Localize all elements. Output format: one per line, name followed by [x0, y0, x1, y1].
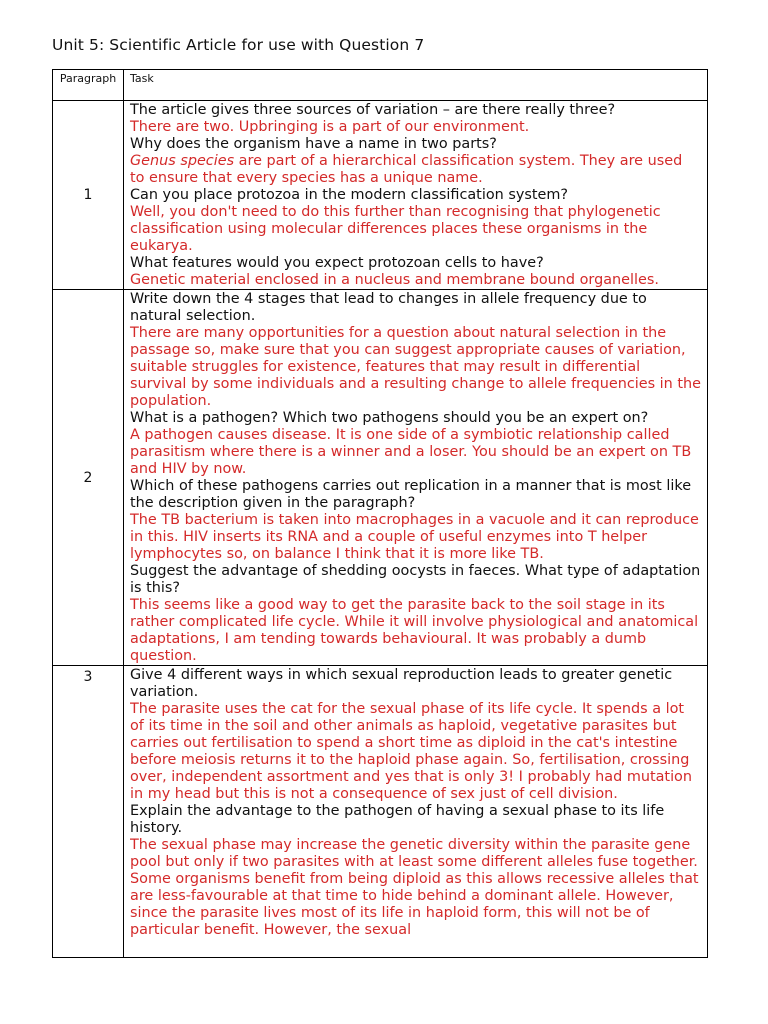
question-text: Write down the 4 stages that lead to changes in allele frequency due to natural selection. — [130, 291, 647, 324]
table-row — [53, 101, 708, 290]
answer-text: Genetic material enclosed in a nucleus and membrane bound organelles. — [130, 272, 659, 288]
table-header-row — [53, 70, 708, 101]
question-text: What features would you expect protozoan cells to have? — [130, 255, 544, 271]
task-table — [52, 69, 708, 958]
table-row — [53, 666, 708, 958]
task-cell — [124, 666, 708, 958]
question-text: Explain the advantage to the pathogen of having a sexual phase to its life history. — [130, 803, 665, 836]
task-cell-clip — [130, 667, 701, 957]
question-text: Which of these pathogens carries out replication in a manner that is most like the description given in the paragraph? — [130, 478, 692, 511]
question-text: What is a pathogen? Which two pathogens should you be an expert on? — [130, 410, 649, 426]
task-cell — [124, 290, 708, 666]
question-text: Suggest the advantage of shedding oocysts in faeces. What type of adaptation is this? — [130, 563, 701, 596]
question-text: Can you place protozoa in the modern classification system? — [130, 187, 568, 203]
question-text: The article gives three sources of variation – are there really three? — [130, 102, 616, 118]
answer-text: This seems like a good way to get the parasite back to the soil stage in its rather complicated life cycle. While it will involve physiological and anatomical adaptations, I am tending towards behavioural. It was probably a dumb question. — [130, 597, 699, 664]
answer-text: There are many opportunities for a question about natural selection in the passage so, make sure that you can suggest appropriate causes of variation, suitable struggles for existence, features that may result in differential survival by some individuals and a resulting change to allele frequencies in the population. — [130, 325, 701, 409]
question-text: Give 4 different ways in which sexual reproduction leads to greater genetic variation. — [130, 667, 673, 700]
answer-text: Well, you don't need to do this further than recognising that phylogenetic classification using molecular differences places these organisms in the eukarya. — [130, 204, 661, 254]
answer-text: A pathogen causes disease. It is one side of a symbiotic relationship called parasitism where there is a winner and a loser. You should be an expert on TB and HIV by now. — [130, 427, 692, 477]
header-task: Task — [124, 70, 708, 101]
answer-text: The parasite uses the cat for the sexual phase of its life cycle. It spends a lot of its time in the soil and other animals as haploid, vegetative parasites but carries out fertilisation to spend a short time as diploid in the cat's intestine before meiosis returns it to the haploid phase again. So, fertilisation, crossing over, independent assortment and yes that is only 3! I probably had mutation in my head but this is not a consequence of sex just of cell division. — [130, 701, 692, 802]
answer-text: The sexual phase may increase the genetic diversity within the parasite gene pool but only if two parasites with at least some different alleles fuse together. Some organisms benefit from being diploid as this allows recessive alleles that are less-favourable at that time to hide behind a dominant allele. However, since the parasite lives most of its life in haploid form, this will not be of particular benefit. However, the sexual — [130, 837, 699, 938]
answer-continuation: are part of a hierarchical classification system. They are used to ensure that every species has a unique name. — [130, 153, 683, 186]
answer-text: There are two. Upbringing is a part of our environment. — [130, 119, 530, 135]
paragraph-number: 3 — [53, 666, 124, 958]
answer-text — [130, 153, 701, 187]
header-paragraph: Paragraph — [53, 70, 124, 101]
page-title: Unit 5: Scientific Article for use with Question 7 — [52, 36, 425, 54]
paragraph-number: 2 — [53, 290, 124, 666]
paragraph-number: 1 — [53, 101, 124, 290]
question-text: Why does the organism have a name in two parts? — [130, 136, 497, 152]
answer-text: The TB bacterium is taken into macrophages in a vacuole and it can reproduce in this. HIV inserts its RNA and a couple of useful enzymes into T helper lymphocytes so, on balance I think that it is more like TB. — [130, 512, 699, 562]
task-cell — [124, 101, 708, 290]
table-row — [53, 290, 708, 666]
answer-italic-term: Genus species — [130, 153, 235, 169]
